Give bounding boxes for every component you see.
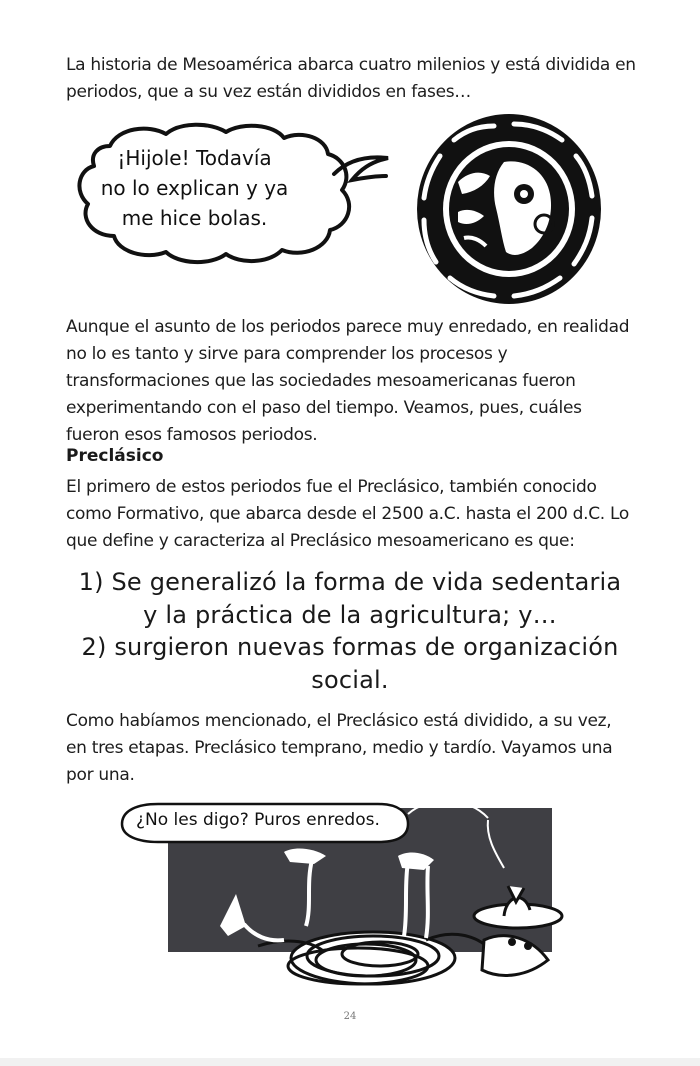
- stages-paragraph: Como habíamos mencionado, el Preclásico está dividido, a su vez, en tres etapas. Preclásico temprano, medio y tardío. Vayamos una por una.: [66, 711, 613, 785]
- list-line-2: y la práctica de la agricultura; y…: [143, 601, 557, 629]
- cloud-bubble-text: [92, 143, 297, 233]
- cloud-line-3: me hice bolas.: [121, 206, 268, 230]
- speech-bubble-text: ¿No les digo? Puros enredos.: [136, 810, 380, 830]
- list-line-1: 1) Se generalizó la forma de vida sedentaria: [78, 568, 622, 596]
- list-line-3: 2) surgieron nuevas formas de organización: [81, 633, 619, 661]
- page-bottom-edge: [0, 1058, 700, 1066]
- list-line-4: social.: [311, 666, 389, 694]
- preclasico-paragraph: El primero de estos periodos fue el Preclásico, también conocido como Formativo, que abarca desde el 2500 a.C. hasta el 200 d.C. Lo que define y caracteriza al Preclásico mesoamericano es que:: [66, 477, 629, 551]
- section-heading: Preclásico: [66, 446, 164, 466]
- periods-paragraph: Aunque el asunto de los periodos parece muy enredado, en realidad no lo es tanto y sirve para comprender los procesos y transformaciones que las sociedades mesoamericanas fueron experimentando con el paso del tiempo. Veamos, pues, cuáles fueron esos famosos periodos.: [66, 317, 630, 445]
- mayan-glyph-medallion: [414, 112, 604, 307]
- page-number: 24: [343, 1011, 357, 1022]
- intro-paragraph: La historia de Mesoamérica abarca cuatro milenios y está dividida en periodos, que a su vez están divididos en fases…: [66, 55, 636, 102]
- cloud-line-1: ¡Hijole! Todavía: [117, 146, 272, 170]
- cloud-line-2: no lo explican y ya: [100, 176, 289, 200]
